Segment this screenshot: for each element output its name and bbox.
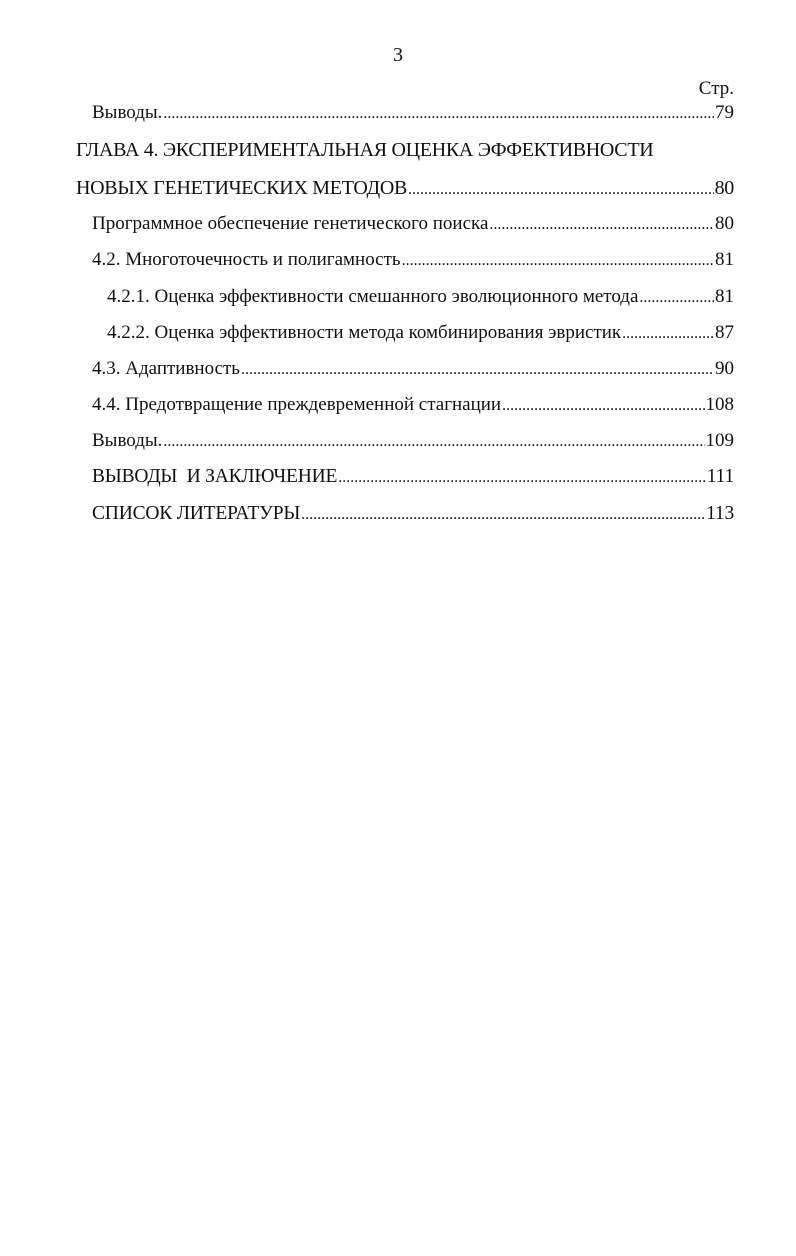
toc-entry-page: 79 <box>715 102 734 123</box>
toc-entry <box>107 284 734 311</box>
toc-entry-title: 4.2. Многоточечность и полигамность <box>92 249 401 270</box>
dot-leader <box>241 357 714 383</box>
dot-leader <box>402 248 714 274</box>
chapter-heading <box>76 137 734 163</box>
page-column-header: Стр. <box>698 78 734 99</box>
toc-entry-title: Выводы. <box>92 430 163 451</box>
toc-entry <box>92 356 734 383</box>
toc-entry-title: Выводы. <box>92 102 163 123</box>
toc-entry-page: 81 <box>715 249 734 270</box>
toc-entry <box>92 428 734 455</box>
toc-entry-title: НОВЫХ ГЕНЕТИЧЕСКИХ МЕТОДОВ <box>76 177 408 199</box>
dot-leader <box>301 502 705 528</box>
toc-entry-page: 81 <box>715 286 734 307</box>
toc-entry-title: 4.2.1. Оценка эффективности смешанного эволюционного метода <box>107 286 639 307</box>
chapter-heading-line1: ГЛАВА 4. ЭКСПЕРИМЕНТАЛЬНАЯ ОЦЕНКА ЭФФЕКТИВНОСТИ <box>76 139 654 161</box>
toc-entry-page: 87 <box>715 322 734 343</box>
toc-entry <box>92 501 734 528</box>
dot-leader <box>502 393 704 419</box>
dot-leader <box>489 212 714 238</box>
dot-leader <box>163 429 704 455</box>
toc-entry <box>92 464 734 491</box>
toc-entry-page: 111 <box>706 466 734 487</box>
toc-entry <box>107 320 734 347</box>
toc-entry-title: СПИСОК ЛИТЕРАТУРЫ <box>92 503 301 524</box>
toc-entry <box>92 211 734 238</box>
toc-entry-page: 113 <box>706 503 734 524</box>
toc-entry-page: 90 <box>715 358 734 379</box>
toc-entry <box>92 100 734 127</box>
toc-entry <box>76 175 734 203</box>
dot-leader <box>408 177 714 203</box>
dot-leader <box>338 465 706 491</box>
toc-entry <box>92 247 734 274</box>
toc-entry-page: 80 <box>714 177 734 199</box>
dot-leader <box>163 101 714 127</box>
toc-entry-title: ВЫВОДЫ И ЗАКЛЮЧЕНИЕ <box>92 466 338 487</box>
dot-leader <box>622 321 714 347</box>
toc-entry-title: 4.3. Адаптивность <box>92 358 240 379</box>
toc-entry-page: 109 <box>705 430 734 451</box>
toc-entry <box>92 392 734 419</box>
toc-entry-page: 108 <box>705 394 734 415</box>
toc-entry-page: 80 <box>715 213 734 234</box>
toc-entry-title: 4.2.2. Оценка эффективности метода комбинирования эвристик <box>107 322 622 343</box>
page-number: 3 <box>393 44 403 66</box>
toc-entry-title: 4.4. Предотвращение преждевременной стагнации <box>92 394 502 415</box>
dot-leader <box>639 285 714 311</box>
toc-entry-title: Программное обеспечение генетического поиска <box>92 213 489 234</box>
